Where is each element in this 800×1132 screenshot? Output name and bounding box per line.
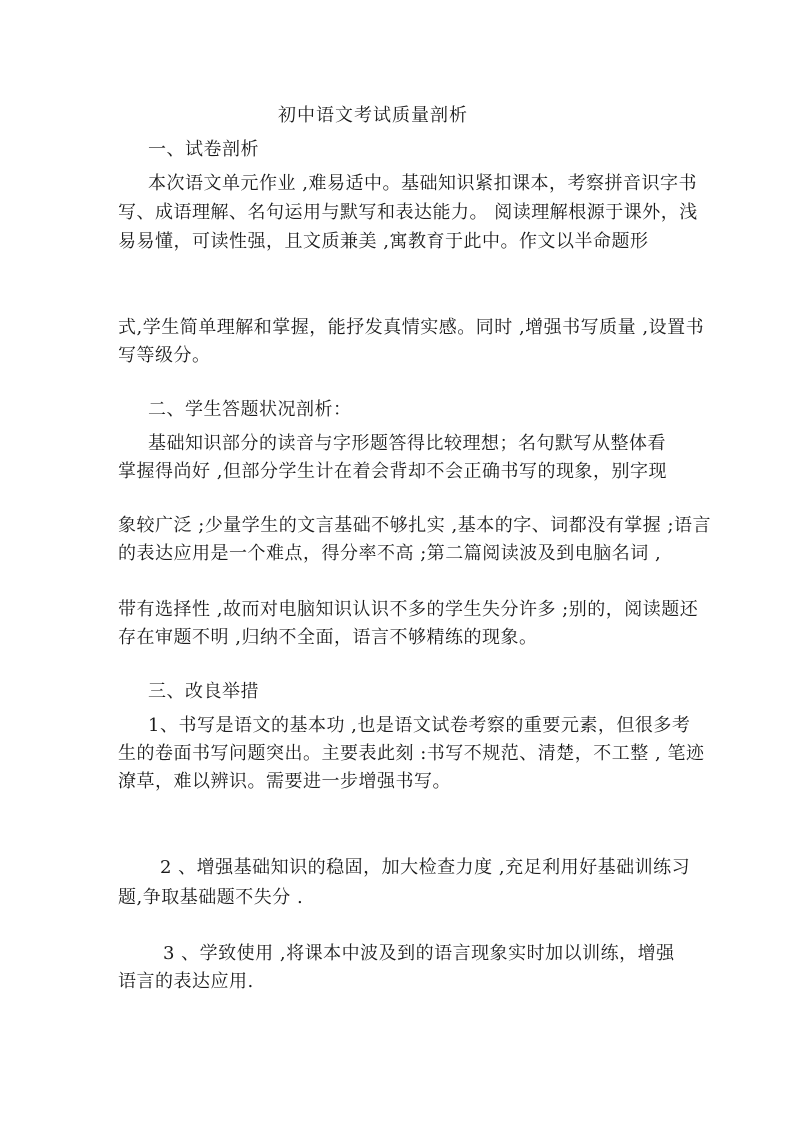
section-heading-2: 二、学生答题状况剖析： xyxy=(148,399,352,420)
list-item-line: 1、书写是语文的基本功 ,也是语文试卷考察的重要元素，但很多考 xyxy=(148,715,691,736)
document-title: 初中语文考试质量剖析 xyxy=(278,105,468,126)
paragraph-line: 基础知识部分的读音与字形题答得比较理想；名句默写从整体看 xyxy=(148,433,666,454)
paragraph-line: 易易懂，可读性强，且文质兼美 ,寓教育于此中。作文以半命题形 xyxy=(118,231,649,252)
list-item-line: 题,争取基础题不失分 . xyxy=(118,887,304,908)
section-heading-3: 三、改良举措 xyxy=(148,681,259,702)
list-item-line: 生的卷面书写问题突出。主要表此刻 :书写不规范、清楚，不工整 , 笔迹 xyxy=(118,743,705,764)
list-item-line: 3 、学致使用 ,将课本中波及到的语言现象实时加以训练，增强 xyxy=(163,943,675,964)
paragraph-line: 写、成语理解、名句运用与默写和表达能力。 阅读理解根源于课外，浅 xyxy=(118,202,698,223)
list-item-line: 潦草，难以辨识。需要进一步增强书写。 xyxy=(118,771,451,792)
paragraph-line: 本次语文单元作业 ,难易适中。基础知识紧扣课本，考察拼音识字书 xyxy=(148,173,697,194)
paragraph-line: 掌握得尚好 ,但部分学生计在着会背却不会正确书写的现象，别字现 xyxy=(118,461,667,482)
section-heading-1: 一、试卷剖析 xyxy=(148,139,259,160)
paragraph-line: 的表达应用是一个难点，得分率不高 ;第二篇阅读波及到电脑名词 , xyxy=(118,543,662,564)
list-item-line: 语言的表达应用. xyxy=(118,971,254,992)
list-item-line: 2 、增强基础知识的稳固，加大检查力度 ,充足利用好基础训练习 xyxy=(160,857,691,878)
paragraph-line: 写等级分。 xyxy=(118,345,211,366)
paragraph-line: 带有选择性 ,故而对电脑知识认识不多的学生失分许多 ;别的，阅读题还 xyxy=(118,599,699,620)
paragraph-line: 存在审题不明 ,归纳不全面，语言不够精练的现象。 xyxy=(118,627,538,648)
paragraph-line: 式,学生简单理解和掌握，能抒发真情实感。同时 ,增强书写质量 ,设置书 xyxy=(118,317,705,338)
paragraph-line: 象较广泛 ;少量学生的文言基础不够扎实 ,基本的字、词都没有掌握 ;语言 xyxy=(118,515,712,536)
